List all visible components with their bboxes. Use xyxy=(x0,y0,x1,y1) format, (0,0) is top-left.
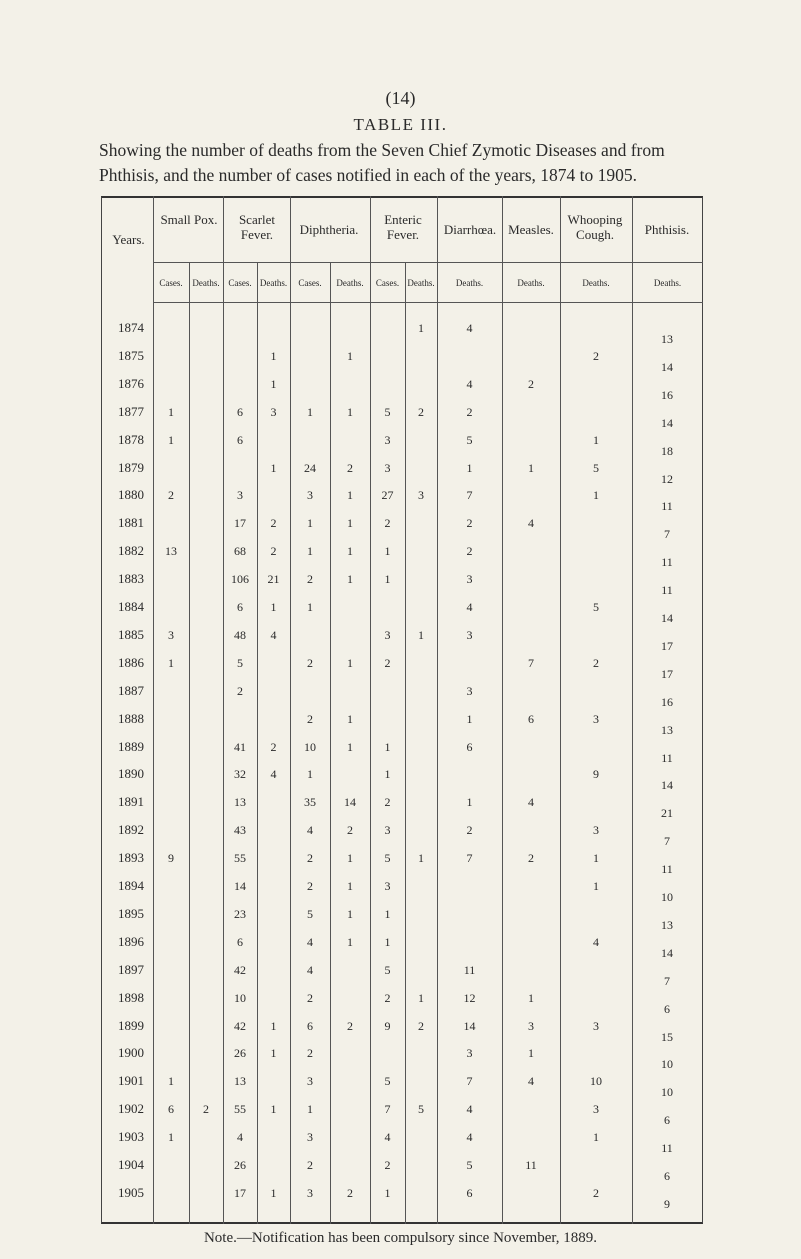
table-cell: 7 xyxy=(466,1074,473,1089)
phthisis-cell: 10 xyxy=(661,890,673,904)
year-label: 1888 xyxy=(118,710,144,726)
header-years: Years. xyxy=(112,232,145,247)
table-cell: 26 xyxy=(234,1046,246,1061)
year-label: 1895 xyxy=(118,905,144,921)
table-cell: 9 xyxy=(168,851,174,866)
table-cell: 2 xyxy=(270,516,277,531)
year-label: 1887 xyxy=(118,682,144,698)
subheader-cell: Cases. xyxy=(375,278,400,288)
table-cell: 1 xyxy=(466,460,473,475)
table-cell: 1 xyxy=(168,655,174,670)
table-cell: 5 xyxy=(384,851,391,866)
table-cell: 1 xyxy=(270,600,277,614)
header-measles: Measles. xyxy=(508,222,554,237)
table-cell: 5 xyxy=(384,962,391,977)
phthisis-cell: 14 xyxy=(661,778,673,793)
year-label: 1903 xyxy=(118,1129,144,1145)
page-number: (14) xyxy=(385,88,416,108)
phthisis-cell: 7 xyxy=(664,527,670,542)
table-cell: 2 xyxy=(347,823,353,838)
table-cell: 1 xyxy=(418,627,424,642)
year-label: 1897 xyxy=(118,961,144,977)
table-cell: 3 xyxy=(168,627,174,642)
table-cell: 14 xyxy=(344,795,356,810)
table-cell: 4 xyxy=(528,795,534,810)
table-cell: 12 xyxy=(463,990,476,1005)
column-rule xyxy=(502,196,503,1224)
year-label: 1892 xyxy=(118,822,144,838)
table-cell: 4 xyxy=(528,516,534,531)
year-label: 1874 xyxy=(118,320,144,335)
phthisis-cell: 10 xyxy=(661,1085,673,1100)
column-rule xyxy=(560,196,561,1224)
table-cell: 2 xyxy=(528,851,534,866)
table-subtitle-line-2: Phthisis, and the number of cases notified in each of the years, 1874 to 1905. xyxy=(99,165,638,185)
table-cell: 4 xyxy=(307,823,313,838)
table-cell: 2 xyxy=(384,516,391,531)
table-cell: 1 xyxy=(528,1046,534,1061)
table-cell: 1 xyxy=(593,432,599,447)
header-diarrhoea: Diarrhœa. xyxy=(443,222,497,237)
table-cell: 2 xyxy=(307,1046,313,1061)
year-label: 1884 xyxy=(118,599,144,614)
table-cell: 17 xyxy=(234,1185,246,1200)
table-cell: 13 xyxy=(234,795,246,810)
table-cell: 2 xyxy=(347,460,353,475)
phthisis-cell: 18 xyxy=(661,443,673,458)
table-cell: 2 xyxy=(347,1018,353,1033)
phthisis-cell: 6 xyxy=(664,1169,670,1183)
table-cell: 1 xyxy=(168,1074,174,1089)
table-cell: 13 xyxy=(165,544,177,559)
table-cell: 2 xyxy=(307,1158,313,1172)
table-cell: 13 xyxy=(234,1074,246,1089)
table-cell: 3 xyxy=(384,627,391,642)
year-label: 1879 xyxy=(118,459,144,475)
table-cell: 14 xyxy=(234,879,246,893)
table-cell: 1 xyxy=(307,404,313,419)
table-cell: 4 xyxy=(237,1130,243,1145)
phthisis-cell: 14 xyxy=(661,611,673,625)
table-cell: 5 xyxy=(418,1102,424,1117)
table-cell: 6 xyxy=(237,432,243,447)
table-cell: 1 xyxy=(347,544,353,559)
subheader-cell: Deaths. xyxy=(517,278,545,288)
table-cell: 1 xyxy=(593,488,599,503)
year-label: 1881 xyxy=(118,515,144,531)
table-cell: 4 xyxy=(270,767,277,782)
table-cell: 26 xyxy=(234,1158,246,1172)
table-cell: 7 xyxy=(528,655,534,670)
table-cell: 2 xyxy=(384,990,391,1005)
year-label: 1877 xyxy=(118,403,144,419)
table-cell: 1 xyxy=(270,1046,277,1061)
table-cell: 9 xyxy=(384,1018,391,1033)
phthisis-cell: 11 xyxy=(661,555,673,570)
year-label: 1902 xyxy=(118,1101,144,1117)
table-cell: 1 xyxy=(384,906,391,921)
table-cell: 7 xyxy=(466,488,473,503)
table-cell: 3 xyxy=(528,1018,534,1033)
year-label: 1900 xyxy=(118,1045,144,1061)
table-cell: 4 xyxy=(466,321,473,335)
column-rule xyxy=(370,196,371,1224)
table-cell: 6 xyxy=(466,739,473,754)
table-cell: 2 xyxy=(466,823,473,838)
table-cell: 1 xyxy=(307,1102,313,1117)
table-cell: 6 xyxy=(528,711,534,726)
table-cell: 6 xyxy=(237,404,243,419)
table-cell: 5 xyxy=(466,432,473,447)
table-cell: 1 xyxy=(347,488,353,503)
table-cell: 11 xyxy=(525,1158,537,1172)
column-rule xyxy=(437,196,438,1224)
table-cell: 1 xyxy=(347,906,353,921)
table-cell: 2 xyxy=(593,1185,599,1200)
table-cell: 3 xyxy=(593,1102,599,1117)
phthisis-cell: 12 xyxy=(661,471,673,486)
table-cell: 1 xyxy=(270,460,277,475)
table-cell: 1 xyxy=(168,404,174,419)
table-cell: 1 xyxy=(347,851,353,866)
table-cell: 3 xyxy=(384,432,391,447)
column-rule xyxy=(632,196,633,1224)
subheader-cell: Cases. xyxy=(159,278,183,288)
header-rule xyxy=(153,262,703,263)
table-cell: 1 xyxy=(307,516,313,531)
table-cell: 4 xyxy=(384,1130,391,1145)
table-cell: 1 xyxy=(347,572,353,587)
table-cell: 3 xyxy=(307,1130,313,1145)
table-cell: 5 xyxy=(593,460,599,475)
subheader-cell: Cases. xyxy=(228,278,252,288)
table-cell: 3 xyxy=(593,823,599,838)
phthisis-cell: 14 xyxy=(661,359,673,374)
header-phthisis: Phthisis. xyxy=(644,222,690,237)
table-cell: 2 xyxy=(418,404,424,419)
subheader-cell: Deaths. xyxy=(336,278,364,288)
table-cell: 68 xyxy=(234,544,246,559)
table-cell: 3 xyxy=(384,879,391,893)
table-cell: 1 xyxy=(384,572,391,587)
table-cell: 1 xyxy=(270,1185,277,1200)
table-cell: 3 xyxy=(466,1046,473,1061)
table-cell: 1 xyxy=(347,934,353,949)
table-cell: 5 xyxy=(237,655,243,670)
table-cell: 17 xyxy=(234,516,246,531)
year-label: 1896 xyxy=(118,933,144,949)
table-cell: 2 xyxy=(270,544,277,559)
header-scarlet-fever: Scarlet Fever. xyxy=(238,212,276,242)
table-cell: 3 xyxy=(466,572,473,587)
table-cell: 3 xyxy=(237,488,243,503)
phthisis-cell: 11 xyxy=(661,1141,673,1156)
year-label: 1893 xyxy=(118,850,144,866)
table-cell: 2 xyxy=(270,739,277,754)
table-cell: 1 xyxy=(418,851,424,866)
column-rule xyxy=(223,196,224,1224)
table-cell: 1 xyxy=(347,348,353,363)
table-cell: 7 xyxy=(384,1102,391,1117)
table-cell: 1 xyxy=(528,460,534,475)
table-cell: 2 xyxy=(237,683,243,698)
phthisis-cell: 21 xyxy=(661,806,673,821)
table-cell: 3 xyxy=(466,683,473,698)
table-cell: 1 xyxy=(168,432,174,447)
table-cell: 1 xyxy=(168,1130,174,1145)
year-label: 1894 xyxy=(118,878,144,893)
year-label: 1899 xyxy=(118,1017,144,1033)
table-cell: 21 xyxy=(267,572,280,587)
phthisis-cell: 13 xyxy=(661,332,673,346)
table-cell: 55 xyxy=(234,851,246,866)
table-cell: 3 xyxy=(307,1185,313,1200)
subheader-cell: Deaths. xyxy=(582,278,610,288)
phthisis-cell: 6 xyxy=(664,1113,670,1128)
table-cell: 10 xyxy=(234,990,246,1005)
header-whooping-cough: Whooping Cough. xyxy=(567,212,623,242)
table-cell: 2 xyxy=(168,488,174,503)
year-label: 1885 xyxy=(118,626,144,642)
table-cell: 10 xyxy=(304,739,316,754)
phthisis-cell: 13 xyxy=(661,917,673,932)
header-small-pox: Small Pox. xyxy=(160,212,218,227)
table-cell: 3 xyxy=(418,488,424,503)
phthisis-cell: 7 xyxy=(664,834,670,849)
phthisis-cell: 11 xyxy=(661,750,673,765)
table-cell: 14 xyxy=(463,1018,476,1033)
table-cell: 5 xyxy=(384,1074,391,1089)
phthisis-cell: 11 xyxy=(661,583,673,598)
table-cell: 1 xyxy=(347,739,353,754)
table-cell: 23 xyxy=(234,906,246,921)
year-label: 1876 xyxy=(118,375,144,391)
table-cell: 7 xyxy=(466,851,473,866)
table-cell: 55 xyxy=(234,1102,246,1117)
table-cell: 42 xyxy=(234,962,246,977)
table-subtitle-line-1: Showing the number of deaths from the Seven Chief Zymotic Diseases and from xyxy=(99,140,665,160)
phthisis-cell: 11 xyxy=(661,862,673,877)
table-cell: 2 xyxy=(203,1102,209,1117)
phthisis-cell: 10 xyxy=(661,1057,673,1072)
table-cell: 5 xyxy=(593,600,599,614)
table-cell: 5 xyxy=(307,906,313,921)
year-label: 1878 xyxy=(118,431,144,447)
table-cell: 1 xyxy=(593,851,599,866)
table-cell: 3 xyxy=(593,1018,599,1033)
year-label: 1880 xyxy=(118,487,144,503)
table-cell: 3 xyxy=(270,404,277,419)
table-cell: 2 xyxy=(593,655,599,670)
table-cell: 4 xyxy=(593,934,599,949)
table-cell: 32 xyxy=(234,767,246,782)
table-cell: 1 xyxy=(418,990,424,1005)
table-cell: 3 xyxy=(384,823,391,838)
subheader-cell: Deaths. xyxy=(653,278,682,288)
table-cell: 6 xyxy=(168,1102,174,1117)
phthisis-cell: 14 xyxy=(661,945,673,960)
phthisis-cell: 15 xyxy=(661,1029,673,1044)
header-diphtheria: Diphtheria. xyxy=(299,222,359,237)
table-cell: 9 xyxy=(593,767,599,782)
phthisis-cell: 14 xyxy=(661,415,673,430)
table-cell: 42 xyxy=(234,1018,246,1033)
table-cell: 2 xyxy=(307,572,313,587)
table-cell: 1 xyxy=(384,934,391,949)
table-cell: 6 xyxy=(307,1018,313,1033)
table-cell: 35 xyxy=(304,795,316,810)
table-cell: 1 xyxy=(347,711,353,726)
table-cell: 2 xyxy=(307,711,313,726)
table-cell: 1 xyxy=(593,879,599,893)
table-cell: 1 xyxy=(528,990,534,1005)
year-label: 1904 xyxy=(118,1157,144,1172)
table-cell: 2 xyxy=(384,795,391,810)
year-label: 1891 xyxy=(118,794,144,810)
table-cell: 2 xyxy=(307,990,313,1005)
phthisis-cell: 16 xyxy=(661,694,673,709)
table-cell: 1 xyxy=(347,404,353,419)
table-cell: 2 xyxy=(307,851,313,866)
table-cell: 2 xyxy=(384,1158,391,1172)
table-cell: 6 xyxy=(237,600,243,614)
table-cell: 41 xyxy=(234,739,246,754)
year-label: 1905 xyxy=(118,1184,144,1200)
table-cell: 4 xyxy=(528,1074,534,1089)
table-cell: 2 xyxy=(593,348,599,363)
subheader-cell: Cases. xyxy=(298,278,322,288)
header-enteric-fever: Enteric Fever. xyxy=(384,212,422,242)
year-label: 1886 xyxy=(118,654,144,670)
table-cell: 5 xyxy=(466,1158,473,1172)
table-cell: 1 xyxy=(347,879,353,893)
table-cell: 2 xyxy=(528,376,534,391)
table-cell: 2 xyxy=(384,655,391,670)
table-cell: 1 xyxy=(384,1185,391,1200)
table-cell: 6 xyxy=(466,1185,473,1200)
year-label: 1883 xyxy=(118,571,144,587)
table-cell: 10 xyxy=(590,1074,602,1089)
table-cell: 1 xyxy=(307,600,313,614)
table-cell: 1 xyxy=(384,739,391,754)
table-cell: 43 xyxy=(234,823,246,838)
table-cell: 1 xyxy=(307,767,313,782)
table-cell: 1 xyxy=(384,767,391,782)
table-cell: 1 xyxy=(347,516,353,531)
table-cell: 1 xyxy=(418,321,424,335)
table-title: TABLE III. xyxy=(353,115,448,134)
table-cell: 3 xyxy=(384,460,391,475)
year-label: 1875 xyxy=(118,347,144,363)
table-cell: 1 xyxy=(270,376,277,391)
table-cell: 3 xyxy=(466,627,473,642)
table-cell: 27 xyxy=(381,488,394,503)
phthisis-cell: 16 xyxy=(661,387,673,402)
table-cell: 1 xyxy=(384,544,391,559)
table-cell: 2 xyxy=(466,516,473,531)
table-cell: 4 xyxy=(466,600,473,614)
subheader-rule xyxy=(153,302,703,303)
table-cell: 1 xyxy=(270,1102,277,1117)
year-label: 1901 xyxy=(118,1073,144,1089)
phthisis-cell: 11 xyxy=(661,499,673,514)
subheader-cell: Deaths. xyxy=(259,278,288,288)
phthisis-cell: 6 xyxy=(664,1001,670,1016)
table-cell: 3 xyxy=(593,711,599,726)
footnote: Note.—Notification has been compulsory since November, 1889. xyxy=(203,1230,598,1246)
year-label: 1882 xyxy=(118,543,144,559)
subheader-cell: Deaths. xyxy=(192,278,220,288)
table-cell: 48 xyxy=(234,627,246,642)
table-cell: 4 xyxy=(466,1130,473,1145)
year-label: 1898 xyxy=(118,989,144,1005)
table-cell: 24 xyxy=(304,460,316,475)
table-cell: 6 xyxy=(237,934,243,949)
table-cell: 2 xyxy=(307,879,313,893)
table-cell: 1 xyxy=(466,711,473,726)
table-cell: 4 xyxy=(466,1102,473,1117)
table-cell: 4 xyxy=(307,962,313,977)
year-label: 1889 xyxy=(118,738,144,754)
table-cell: 3 xyxy=(307,488,313,503)
phthisis-cell: 9 xyxy=(664,1196,670,1211)
phthisis-cell: 7 xyxy=(664,973,670,988)
subheader-cell: Deaths. xyxy=(407,278,435,288)
table-cell: 4 xyxy=(466,376,473,391)
table-cell: 2 xyxy=(347,1185,353,1200)
table-cell: 5 xyxy=(384,404,391,419)
subheader-cell: Deaths. xyxy=(455,278,484,288)
table-cell: 1 xyxy=(270,1018,277,1033)
table-cell: 2 xyxy=(466,404,473,419)
table-cell: 2 xyxy=(466,544,473,559)
table-cell: 3 xyxy=(307,1074,313,1089)
table-cell: 1 xyxy=(307,544,313,559)
table-cell: 1 xyxy=(270,348,277,363)
table-cell: 1 xyxy=(466,795,473,810)
table-cell: 2 xyxy=(307,655,313,670)
table-cell: 2 xyxy=(418,1018,424,1033)
phthisis-cell: 13 xyxy=(661,722,673,737)
table-cell: 11 xyxy=(463,962,476,977)
phthisis-cell: 17 xyxy=(661,638,673,653)
column-rule xyxy=(153,196,154,1224)
year-label: 1890 xyxy=(118,766,144,782)
table-cell: 4 xyxy=(270,627,277,642)
table-cell: 1 xyxy=(593,1130,599,1145)
table-cell: 106 xyxy=(231,572,249,587)
table-cell: 4 xyxy=(307,934,313,949)
table-cell: 1 xyxy=(347,655,353,670)
phthisis-cell: 17 xyxy=(661,666,673,681)
